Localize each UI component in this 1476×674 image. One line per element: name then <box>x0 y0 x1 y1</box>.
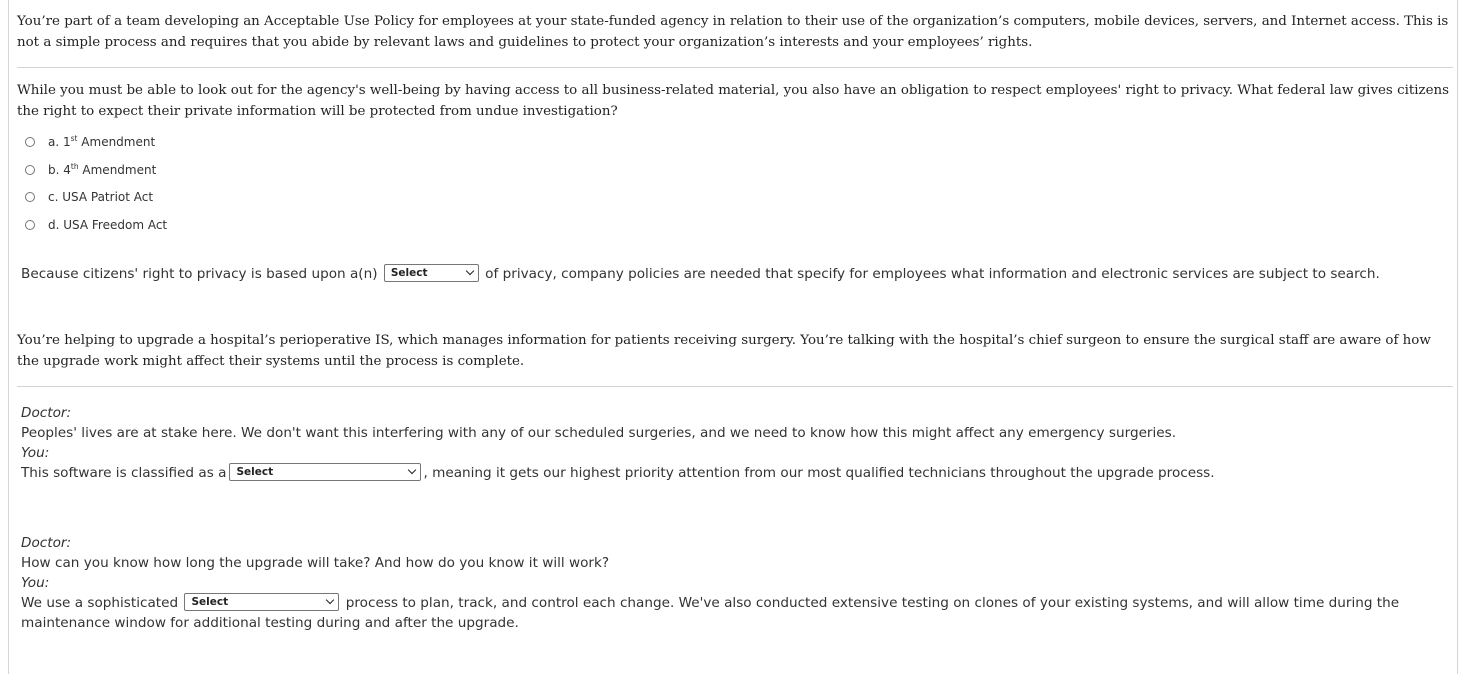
q1-divider <box>17 67 1453 68</box>
software-classification-select[interactable] <box>229 463 421 481</box>
you-response-before: We use a sophisticated <box>21 595 179 611</box>
change-process-select-value: Select <box>191 596 229 608</box>
privacy-basis-select-value: Select <box>390 267 428 279</box>
you-label: You: <box>21 575 50 591</box>
doctor-label: Doctor: <box>21 535 72 551</box>
radio-button-a[interactable] <box>25 137 35 147</box>
option-a[interactable] <box>25 128 167 156</box>
you-response-after: process to plan, track, and control each change. We've also conducted extensive testing on clones of your existing systems, and will allow time during the maintenance window for additional testing during and after the upgrade. <box>21 595 1400 631</box>
content-frame <box>8 0 1458 674</box>
q1-fill-in-sentence <box>21 264 1451 284</box>
radio-button-d[interactable] <box>25 220 35 230</box>
q1-options <box>25 128 167 239</box>
q2-scenario-text: You’re helping to upgrade a hospital’s perioperative IS, which manages information for patients receiving surgery. You’re talking with the hospital’s chief surgeon to ensure the surgical staff are aware of how the upgrade work might affect their systems until the process is complete. <box>17 333 1431 369</box>
you-label: You: <box>21 445 50 461</box>
q1-fill-after: of privacy, company policies are needed that specify for employees what information and electronic services are subject to search. <box>485 266 1380 282</box>
option-b-label: b. 4th Amendment <box>48 161 157 177</box>
radio-button-b[interactable] <box>25 165 35 175</box>
q2-divider <box>17 386 1453 387</box>
chevron-down-icon <box>408 466 416 474</box>
chevron-down-icon <box>466 267 474 275</box>
option-b[interactable] <box>25 156 167 184</box>
option-a-label: a. 1st Amendment <box>48 133 156 149</box>
option-c-label: c. USA Patriot Act <box>48 190 154 205</box>
option-d[interactable] <box>25 211 167 239</box>
chevron-down-icon <box>326 596 334 604</box>
you-response-before: This software is classified as a <box>21 465 227 481</box>
q1-scenario-text: You’re part of a team developing an Acceptable Use Policy for employees at your state-funded agency in relation to their use of the organization’s computers, mobile devices, servers, and Internet access. This is not a simple process and requires that you abide by relevant laws and guidelines to protect your organization’s interests and your employees’ rights. <box>17 14 1449 50</box>
option-c[interactable] <box>25 183 167 211</box>
option-d-label: d. USA Freedom Act <box>48 217 168 232</box>
doctor-label: Doctor: <box>21 405 72 421</box>
you-response <box>21 593 1451 633</box>
q1-question-text: While you must be able to look out for the agency's well-being by having access to all business-related material, you also have an obligation to respect employees' right to privacy. What federal law gives citizens the right to expect their private information will be protected from undue investigation? <box>17 83 1449 119</box>
doctor-statement: Peoples' lives are at stake here. We don't want this interfering with any of our scheduled surgeries, and we need to know how this might affect any emergency surgeries. <box>21 425 1177 441</box>
change-process-select[interactable] <box>184 593 339 611</box>
q1-fill-before: Because citizens' right to privacy is based upon a(n) <box>21 266 378 282</box>
software-classification-select-value: Select <box>236 466 274 478</box>
radio-button-c[interactable] <box>25 192 35 202</box>
doctor-statement: How can you know how long the upgrade will take? And how do you know it will work? <box>21 555 610 571</box>
dialog-2 <box>21 533 1451 633</box>
privacy-basis-select[interactable] <box>384 264 479 282</box>
you-response <box>21 463 1451 483</box>
you-response-after: , meaning it gets our highest priority attention from our most qualified technicians throughout the upgrade process. <box>423 465 1215 481</box>
dialog-1 <box>21 403 1451 483</box>
